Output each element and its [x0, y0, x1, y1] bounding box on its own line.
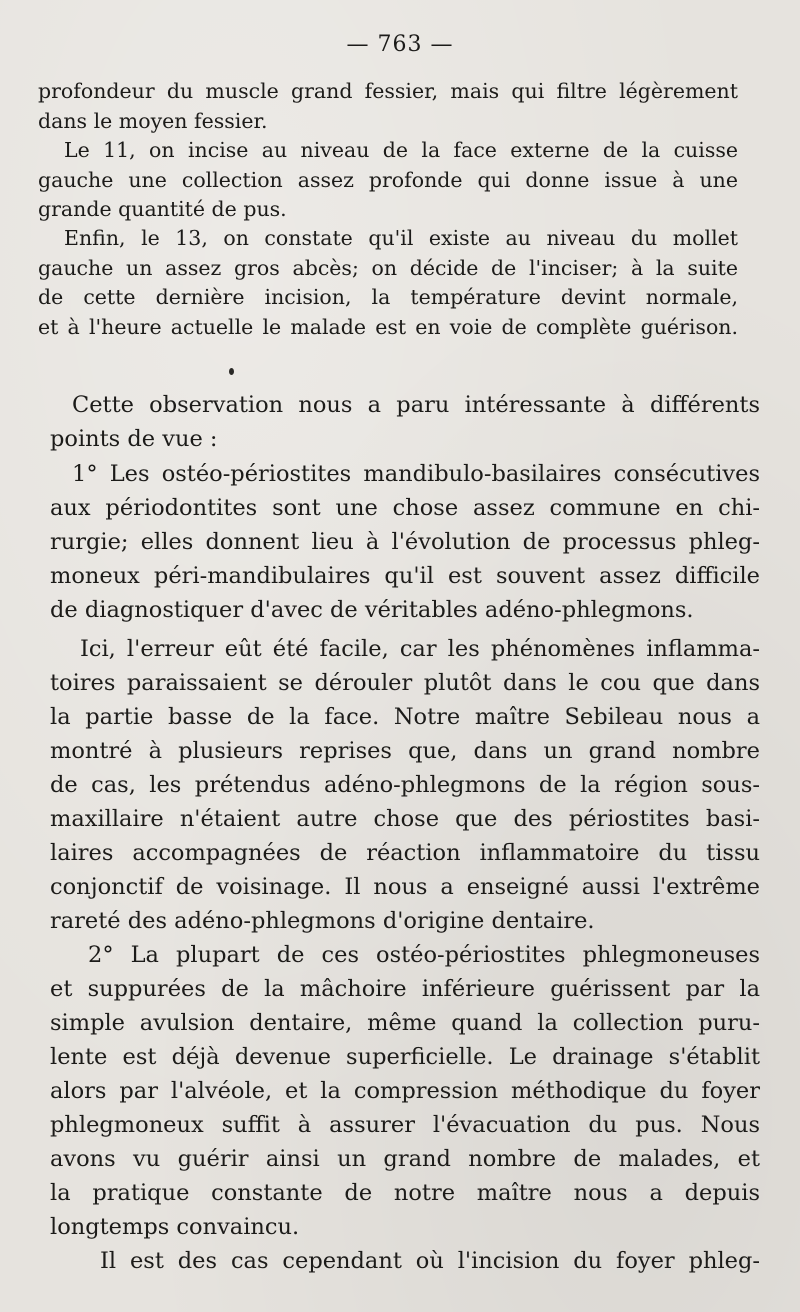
text-line: alors par l'alvéole, et la compression méthodique du foyer: [50, 1078, 760, 1104]
text-line: de cette dernière incision, la température devint normale,: [38, 285, 738, 309]
text-line: avons vu guérir ainsi un grand nombre de malades, et: [50, 1146, 760, 1172]
text-line: moneux péri-mandibulaires qu'il est souvent assez difficile: [50, 563, 760, 589]
text-line: Il est des cas cependant où l'incision du foyer phleg-: [100, 1248, 760, 1274]
text-line: phlegmoneux suffit à assurer l'évacuation du pus. Nous: [50, 1112, 760, 1138]
paragraph-point-1: [50, 457, 760, 627]
text-line: conjonctif de voisinage. Il nous a enseigné aussi l'extrême: [50, 874, 760, 900]
text-line: la partie basse de la face. Notre maître Sebileau nous a: [50, 704, 760, 730]
text-line: et à l'heure actuelle le malade est en voie de complète guérison.: [38, 314, 738, 339]
text-line: grande quantité de pus.: [38, 197, 287, 221]
text-line: Le 11, on incise au niveau de la face externe de la cuisse: [64, 138, 738, 162]
text-line: dans le moyen fessier.: [38, 108, 268, 133]
text-line: simple avulsion dentaire, même quand la collection puru-: [50, 1010, 760, 1036]
text-line: rurgie; elles donnent lieu à l'évolution de processus phleg-: [50, 529, 760, 555]
section-separator-dot: [229, 368, 234, 375]
text-line: profondeur du muscle grand fessier, mais qui filtre légèrement: [38, 79, 738, 103]
text-line: gauche un assez gros abcès; on décide de l'inciser; à la suite: [38, 255, 738, 280]
text-line: lente est déjà devenue superficielle. Le drainage s'établit: [50, 1044, 760, 1070]
text-line: de cas, les prétendus adéno-phlegmons de la région sous-: [50, 772, 760, 798]
text-line: Ici, l'erreur eût été facile, car les phénomènes inflamma-: [80, 636, 760, 662]
text-line: montré à plusieurs reprises que, dans un grand nombre: [50, 738, 760, 764]
paragraph-day-11: [38, 136, 738, 225]
text-line: gauche une collection assez profonde qui donne issue à une: [38, 167, 738, 192]
text-line: points de vue :: [50, 426, 218, 452]
text-line: 2° La plupart de ces ostéo-périostites phlegmoneuses: [88, 942, 760, 968]
text-line: Enfin, le 13, on constate qu'il existe au niveau du mollet: [64, 226, 738, 250]
paragraph-observation-intro: [50, 388, 760, 456]
text-line: maxillaire n'étaient autre chose que des périostites basi-: [50, 806, 760, 832]
paragraph-continuation: [38, 77, 738, 136]
text-line: Cette observation nous a paru intéressante à différents: [72, 392, 760, 418]
text-line: aux périodontites sont une chose assez commune en chi-: [50, 495, 760, 521]
paragraph-sebileau: [50, 632, 760, 938]
text-line: rareté des adéno-phlegmons d'origine dentaire.: [50, 908, 595, 934]
text-line: longtemps convaincu.: [50, 1214, 300, 1240]
page-number: — 763 —: [346, 32, 454, 57]
text-line: 1° Les ostéo-périostites mandibulo-basilaires consécutives: [72, 461, 760, 487]
paragraph-day-13: [38, 224, 738, 342]
text-line: et suppurées de la mâchoire inférieure guérissent par la: [50, 976, 760, 1002]
text-line: toires paraissaient se dérouler plutôt dans le cou que dans: [50, 670, 760, 696]
text-line: la pratique constante de notre maître nous a depuis: [50, 1180, 760, 1206]
text-line: de diagnostiquer d'avec de véritables adéno-phlegmons.: [50, 597, 694, 623]
text-line: laires accompagnées de réaction inflammatoire du tissu: [50, 840, 760, 866]
paragraph-point-2: [50, 938, 760, 1244]
paragraph-continuation-next: [50, 1244, 760, 1278]
